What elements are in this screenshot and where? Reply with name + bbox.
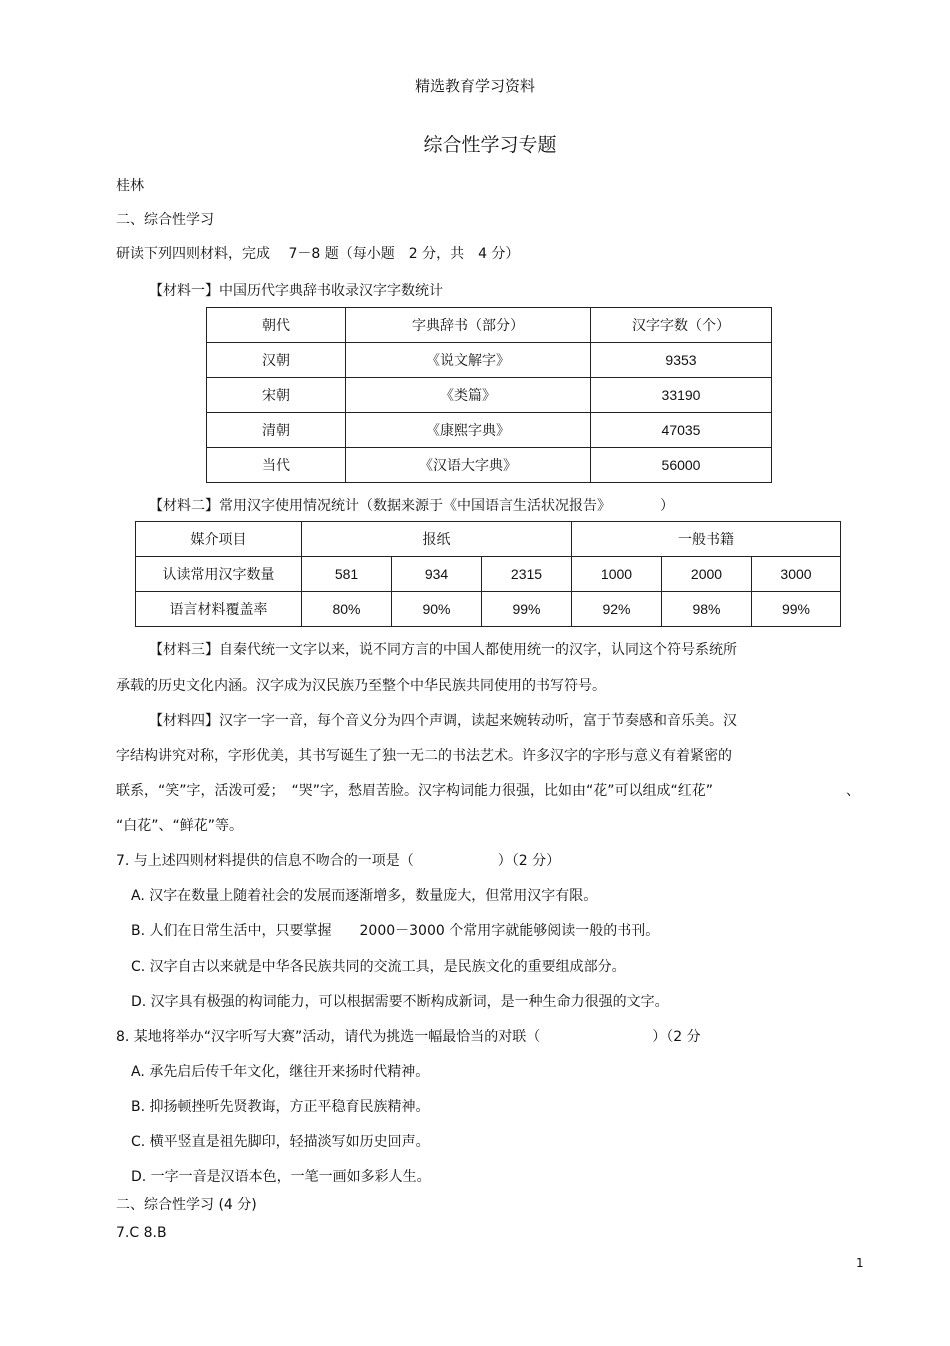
table-cell: 56000 <box>591 448 772 483</box>
table-cell: 99% <box>482 592 572 627</box>
header-cell: 汉字字数（个） <box>591 308 772 343</box>
table-header-row <box>136 522 841 557</box>
section-heading: 二、综合性学习 <box>116 212 214 228</box>
table-row <box>136 592 841 627</box>
question-8-option-d: D. 一字一音是汉语本色，一笔一画如多彩人生。 <box>131 1169 431 1185</box>
answer-heading: 二、综合性学习 (4 分) <box>116 1197 257 1213</box>
table-cell: 99% <box>752 592 841 627</box>
table-cell: 《类篇》 <box>346 378 591 413</box>
table-cell: 98% <box>662 592 752 627</box>
table-cell: 《汉语大字典》 <box>346 448 591 483</box>
document-header: 精选教育学习资料 <box>414 77 535 95</box>
answer-key: 7.C 8.B <box>116 1225 167 1241</box>
material2-caption: 【材料二】常用汉字使用情况统计（数据来源于《中国语言生活状况报告》 ） <box>149 498 674 514</box>
table-cell: 汉朝 <box>207 343 346 378</box>
table-cell: 581 <box>302 557 392 592</box>
question-7-option-b: B. 人们在日常生活中，只要掌握 2000－3000 个常用字就能够阅读一般的书刊。 <box>131 923 660 939</box>
table-cell: 92% <box>572 592 662 627</box>
question-7-option-c: C. 汉字自古以来就是中华各民族共同的交流工具，是民族文化的重要组成部分。 <box>131 959 626 975</box>
question-8-option-a: A. 承先启后传千年文化，继往开来扬时代精神。 <box>131 1064 430 1080</box>
table-header-row <box>207 308 772 343</box>
material4-line: 字结构讲究对称，字形优美，其书写诞生了独一无二的书法艺术。许多汉字的字形与意义有着紧密的 <box>116 748 732 764</box>
question-8-option-c: C. 横平竖直是祖先脚印，轻描淡写如历史回声。 <box>131 1134 430 1150</box>
table-cell: 宋朝 <box>207 378 346 413</box>
material4-line-tail: 、 <box>846 783 860 799</box>
header-cell: 朝代 <box>207 308 346 343</box>
document-title: 综合性学习专题 <box>423 134 557 156</box>
material2-table <box>135 521 841 627</box>
table-cell: 934 <box>392 557 482 592</box>
table-cell: 《说文解字》 <box>346 343 591 378</box>
table-cell: 2315 <box>482 557 572 592</box>
row-label: 语言材料覆盖率 <box>136 592 302 627</box>
header-cell: 字典辞书（部分） <box>346 308 591 343</box>
page-number: 1 <box>856 1256 864 1270</box>
table-cell: 80% <box>302 592 392 627</box>
material4-line: 联系，“笑”字，活泼可爱； “哭”字，愁眉苦脸。汉字构词能力很强，比如由“花”可以组成“红花” <box>116 783 714 799</box>
table-cell: 9353 <box>591 343 772 378</box>
material4-line: 【材料四】汉字一字一音，每个音义分为四个声调，读起来婉转动听，富于节奏感和音乐美。汉 <box>149 713 737 729</box>
table-row <box>207 343 772 378</box>
row-label: 认读常用汉字数量 <box>136 557 302 592</box>
table-cell: 3000 <box>752 557 841 592</box>
table-cell: 《康熙字典》 <box>346 413 591 448</box>
question-7-stem: 7. 与上述四则材料提供的信息不吻合的一项是（ ）（2 分） <box>116 853 561 869</box>
material1-caption: 【材料一】中国历代字典辞书收录汉字字数统计 <box>149 283 443 299</box>
table-cell: 90% <box>392 592 482 627</box>
header-cell: 报纸 <box>302 522 572 557</box>
table-row <box>207 378 772 413</box>
question-8-option-b: B. 抑扬顿挫听先贤教诲，方正平稳育民族精神。 <box>131 1099 430 1115</box>
header-cell: 一般书籍 <box>572 522 841 557</box>
question-8-stem: 8. 某地将举办“汉字听写大赛”活动，请代为挑选一幅最恰当的对联（ ）（2 分 <box>116 1029 701 1045</box>
table-cell: 当代 <box>207 448 346 483</box>
table-row <box>207 413 772 448</box>
material3-line: 承载的历史文化内涵。汉字成为汉民族乃至整个中华民族共同使用的书写符号。 <box>116 678 606 694</box>
header-cell: 媒介项目 <box>136 522 302 557</box>
question-7-option-a: A. 汉字在数量上随着社会的发展而逐渐增多，数量庞大，但常用汉字有限。 <box>131 888 598 904</box>
region-label: 桂林 <box>116 178 144 194</box>
instruction: 研读下列四则材料，完成 7－8 题（每小题 2 分，共 4 分） <box>116 246 520 262</box>
table-cell: 47035 <box>591 413 772 448</box>
table-row <box>136 557 841 592</box>
material3-line: 【材料三】自秦代统一文字以来，说不同方言的中国人都使用统一的汉字，认同这个符号系统所 <box>149 642 737 658</box>
table-cell: 2000 <box>662 557 752 592</box>
material4-line: “白花”、“鲜花”等。 <box>116 818 244 834</box>
table-cell: 清朝 <box>207 413 346 448</box>
table-cell: 33190 <box>591 378 772 413</box>
question-7-option-d: D. 汉字具有极强的构词能力，可以根据需要不断构成新词，是一种生命力很强的文字。 <box>131 994 669 1010</box>
table-cell: 1000 <box>572 557 662 592</box>
material1-table <box>206 307 772 483</box>
table-row <box>207 448 772 483</box>
